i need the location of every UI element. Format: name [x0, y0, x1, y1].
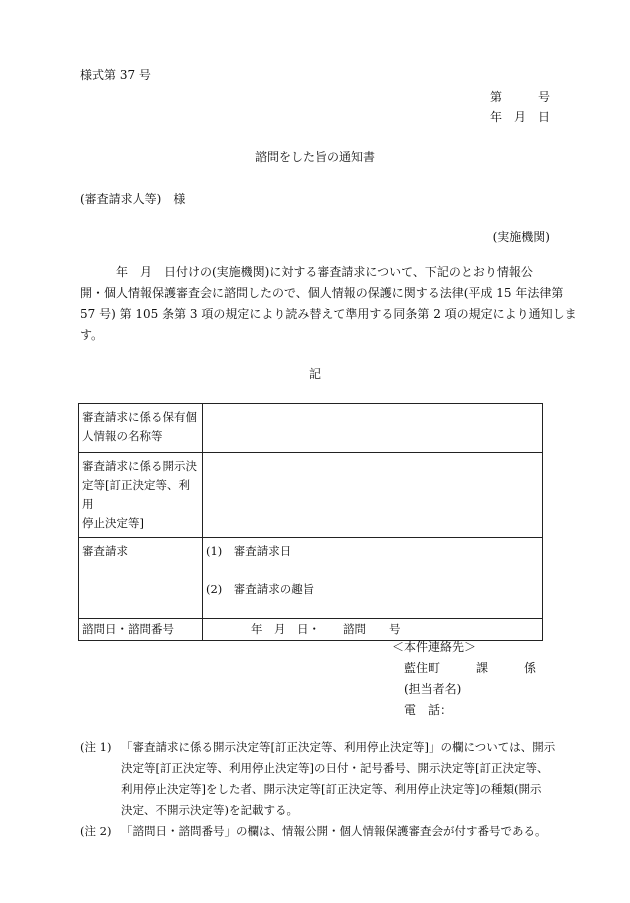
document-date: 年 月 日 — [489, 110, 550, 124]
row-value — [203, 404, 543, 453]
contact-person: (担当者名) — [404, 682, 462, 696]
table-row — [79, 453, 543, 538]
table-row — [79, 538, 543, 619]
row-value — [203, 538, 543, 619]
document-title: 諮問をした旨の通知書 — [254, 150, 375, 164]
note-item — [80, 821, 560, 842]
request-purpose-item: (2) 審査請求の趣旨 — [206, 582, 315, 596]
row-label: 審査請求に係る開示決 定等[訂正決定等、利用 停止決定等] — [79, 453, 203, 538]
form-number: 様式第 37 号 — [80, 68, 151, 82]
row-value — [203, 453, 543, 538]
contact-dept: 藍住町 課 係 — [404, 661, 537, 675]
note-tag: (注 2) — [80, 824, 112, 838]
note-tag: (注 1) — [80, 740, 112, 754]
request-date-item: (1) 審査請求日 — [206, 544, 292, 558]
row-value: 年 月 日・ 諮問 号 — [203, 619, 543, 641]
ki-heading: 記 — [308, 367, 321, 381]
row-label: 審査請求に係る保有個 人情報の名称等 — [79, 404, 203, 453]
record-table — [78, 403, 543, 641]
table-row — [79, 404, 543, 453]
row-label: 審査請求 — [79, 538, 203, 619]
document-number: 第 号 — [489, 90, 550, 104]
body-line: 開・個人情報保護審査会に諮問したので、個人情報の保護に関する法律(平成 15 年法律第 — [80, 286, 564, 300]
note-body: 「審査請求に係る開示決定等[訂正決定等、利用停止決定等]」の欄については、開示 決定等[訂正決定等、利用停止決定等]の日付・記号番号、開示決定等[訂正決定等、 利用停止決定等]をした者、開示決定等[訂正決定等、利用停止決定等]の種類(開示 決定、不開示決定等)を記載する。 — [121, 740, 556, 817]
body-paragraph — [80, 262, 577, 346]
body-line: 年 月 日付けの(実施機関)に対する審査請求について、下記のとおり情報公 — [80, 265, 533, 279]
body-line: 57 号) 第 105 条第 3 項の規定により読み替えて準用する同条第 2 項の規定により通知しま — [80, 307, 577, 321]
issuer: (実施機関) — [492, 230, 550, 244]
contact-phone: 電 話： — [404, 703, 453, 717]
row-label: 諮問日・諮問番号 — [79, 619, 203, 641]
addressee: (審査請求人等) 様 — [80, 192, 186, 206]
note-body: 「諮問日・諮問番号」の欄は、情報公開・個人情報保護審査会が付す番号である。 — [121, 824, 547, 838]
body-line: す。 — [80, 328, 104, 342]
contact-block — [392, 637, 536, 721]
contact-heading: ＜本件連絡先＞ — [392, 640, 477, 654]
notes — [80, 737, 560, 842]
note-item — [80, 737, 560, 821]
